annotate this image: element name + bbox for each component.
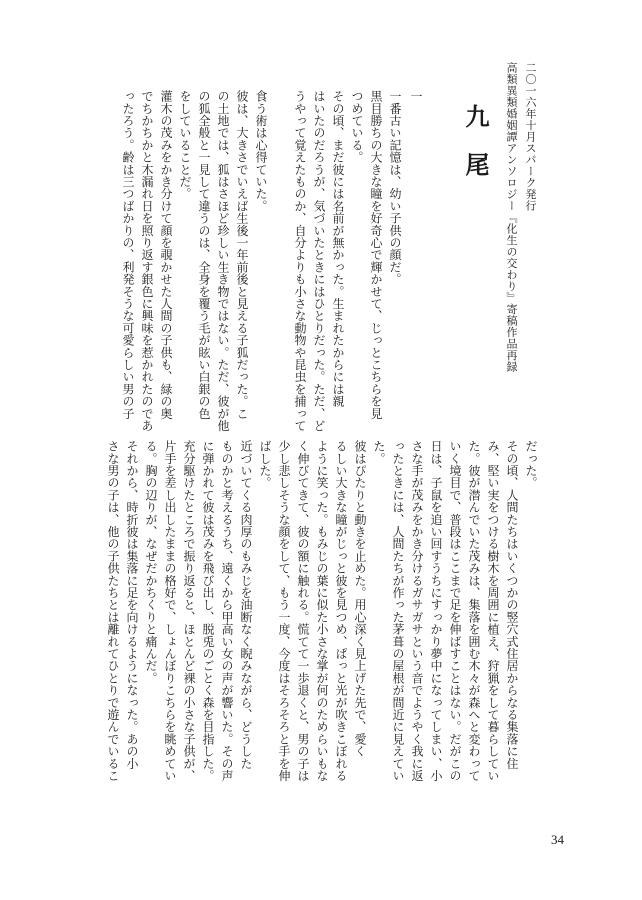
text-line: ったろう。齢は三つばかりの、利発そうな可愛らしい男の子 — [121, 90, 135, 420]
text-line: 近づいてくる肉厚のもみじを油断なく睨みながら、どうした — [239, 440, 253, 770]
body-text-top — [286, 90, 404, 430]
text-line: 日は、子鼠を追い回すうちにすっかり夢中になってしまい、小 — [429, 440, 443, 782]
text-line: その頃、人間たちはいくつかの竪穴式住居からなる集落に住 — [505, 440, 519, 770]
text-line: た。彼が潜んでいた茂みは、集落を囲む木々が森へと変わって — [467, 440, 481, 782]
text-line: でちかちかと木漏れ日を照り返す銀色に興味を惹かれたのであ — [140, 90, 154, 432]
text-line: み、堅い実をつける樹木を周囲に植え、狩猟をして暮らしてい — [486, 440, 500, 782]
text-line: うやって覚えたものか、自分よりも小さな動物や昆虫を捕って — [293, 90, 307, 432]
text-line: 彼は、大きさでいえば生後一年前後と見える子狐だった。こ — [235, 90, 249, 420]
story-title: 九尾 — [461, 104, 489, 200]
text-line: はいたのだろうが、気づいたときにはひとりだった。ただ、ど — [312, 90, 326, 432]
body-text-bottom — [108, 440, 540, 835]
text-line: 食う術は心得ていた。 — [254, 90, 268, 212]
text-line: その頃、まだ彼には名前が無かった。生まれたからには親 — [331, 90, 345, 408]
text-line: ったときには、人間たちが作った茅葺の屋根が間近に見えてい — [391, 440, 405, 782]
page-number: 34 — [551, 832, 564, 847]
text-line: の狐全般と一見して違うのは、全身を覆う毛が眩い白銀の色 — [197, 90, 211, 420]
text-line: 黒目勝ちの大きな瞳を好奇心で輝かせて、じっとこちらを見 — [369, 90, 383, 420]
text-line: た。 — [372, 440, 386, 465]
text-line: だった。 — [524, 440, 538, 489]
credit-line: 高類異類婚姻譚アンソロジー『化生の交わり』寄稿作品再録 — [505, 62, 518, 373]
text-line: 充分駆けたところで振り返ると、ほとんど裸の小さな子供が、 — [182, 440, 196, 782]
text-line: の土地では、狐はさほど珍しい生き物ではない。ただ、彼が他 — [216, 90, 230, 432]
text-line: く伸びてきて、彼の額に触れる。慌てて一歩退くと、男の子は — [296, 440, 310, 782]
text-line: る。胸の辺りが、なぜだかちくりと痛んだ。 — [144, 440, 158, 684]
body-text-left — [108, 90, 270, 430]
text-line: さな男の子は、他の子供たちとは離れてひとりで遊んでいるこ — [106, 440, 120, 782]
text-line: 片手を差し出したままの格好で、しょんぼりこちらを眺めてい — [163, 440, 177, 782]
text-line: 一番古い記憶は、幼い子供の顔だ。 — [388, 90, 402, 286]
publication-credit — [500, 62, 540, 422]
text-line: 少し悲しそうな顔をして、もう一度、今度はそろそろと手を伸 — [277, 440, 291, 782]
text-line: るしい大きな瞳がじっと彼を見つめ、ぱっと光が吹きこぼれる — [334, 440, 348, 782]
text-line: いく境目で、普段はここまで足を伸ばすことはない。だがこの — [448, 440, 462, 782]
text-line: をしていることだ。 — [178, 90, 192, 200]
text-line: ように笑った。もみじの葉に似た小さな掌が何のためらいもな — [315, 440, 329, 782]
text-line: ものかと考えるうち、遠くから甲高い女の声が響いた。その声 — [220, 440, 234, 782]
text-line: それから、時折彼は集落に足を向けるようになった。あの小 — [125, 440, 139, 770]
text-line: ばした。 — [258, 440, 272, 489]
credit-line: 二〇一六年十月スパーク発行 — [524, 62, 537, 212]
text-line: さな手が茂みをかき分けるガサガサという音でようやく我に返 — [410, 440, 424, 782]
section-number: 一 — [409, 90, 423, 102]
text-line: つめている。 — [350, 90, 364, 164]
text-line: に弾かれて彼は茂みを飛び出し、脱兎のごとく森を目指した。 — [201, 440, 215, 782]
text-line: 彼はぴたりと動きを止めた。用心深く見上げた先で、愛く — [353, 440, 367, 758]
text-line: 灌木の茂みをかき分けて顔を覗かせた人間の子供も、緑の奥 — [159, 90, 173, 420]
